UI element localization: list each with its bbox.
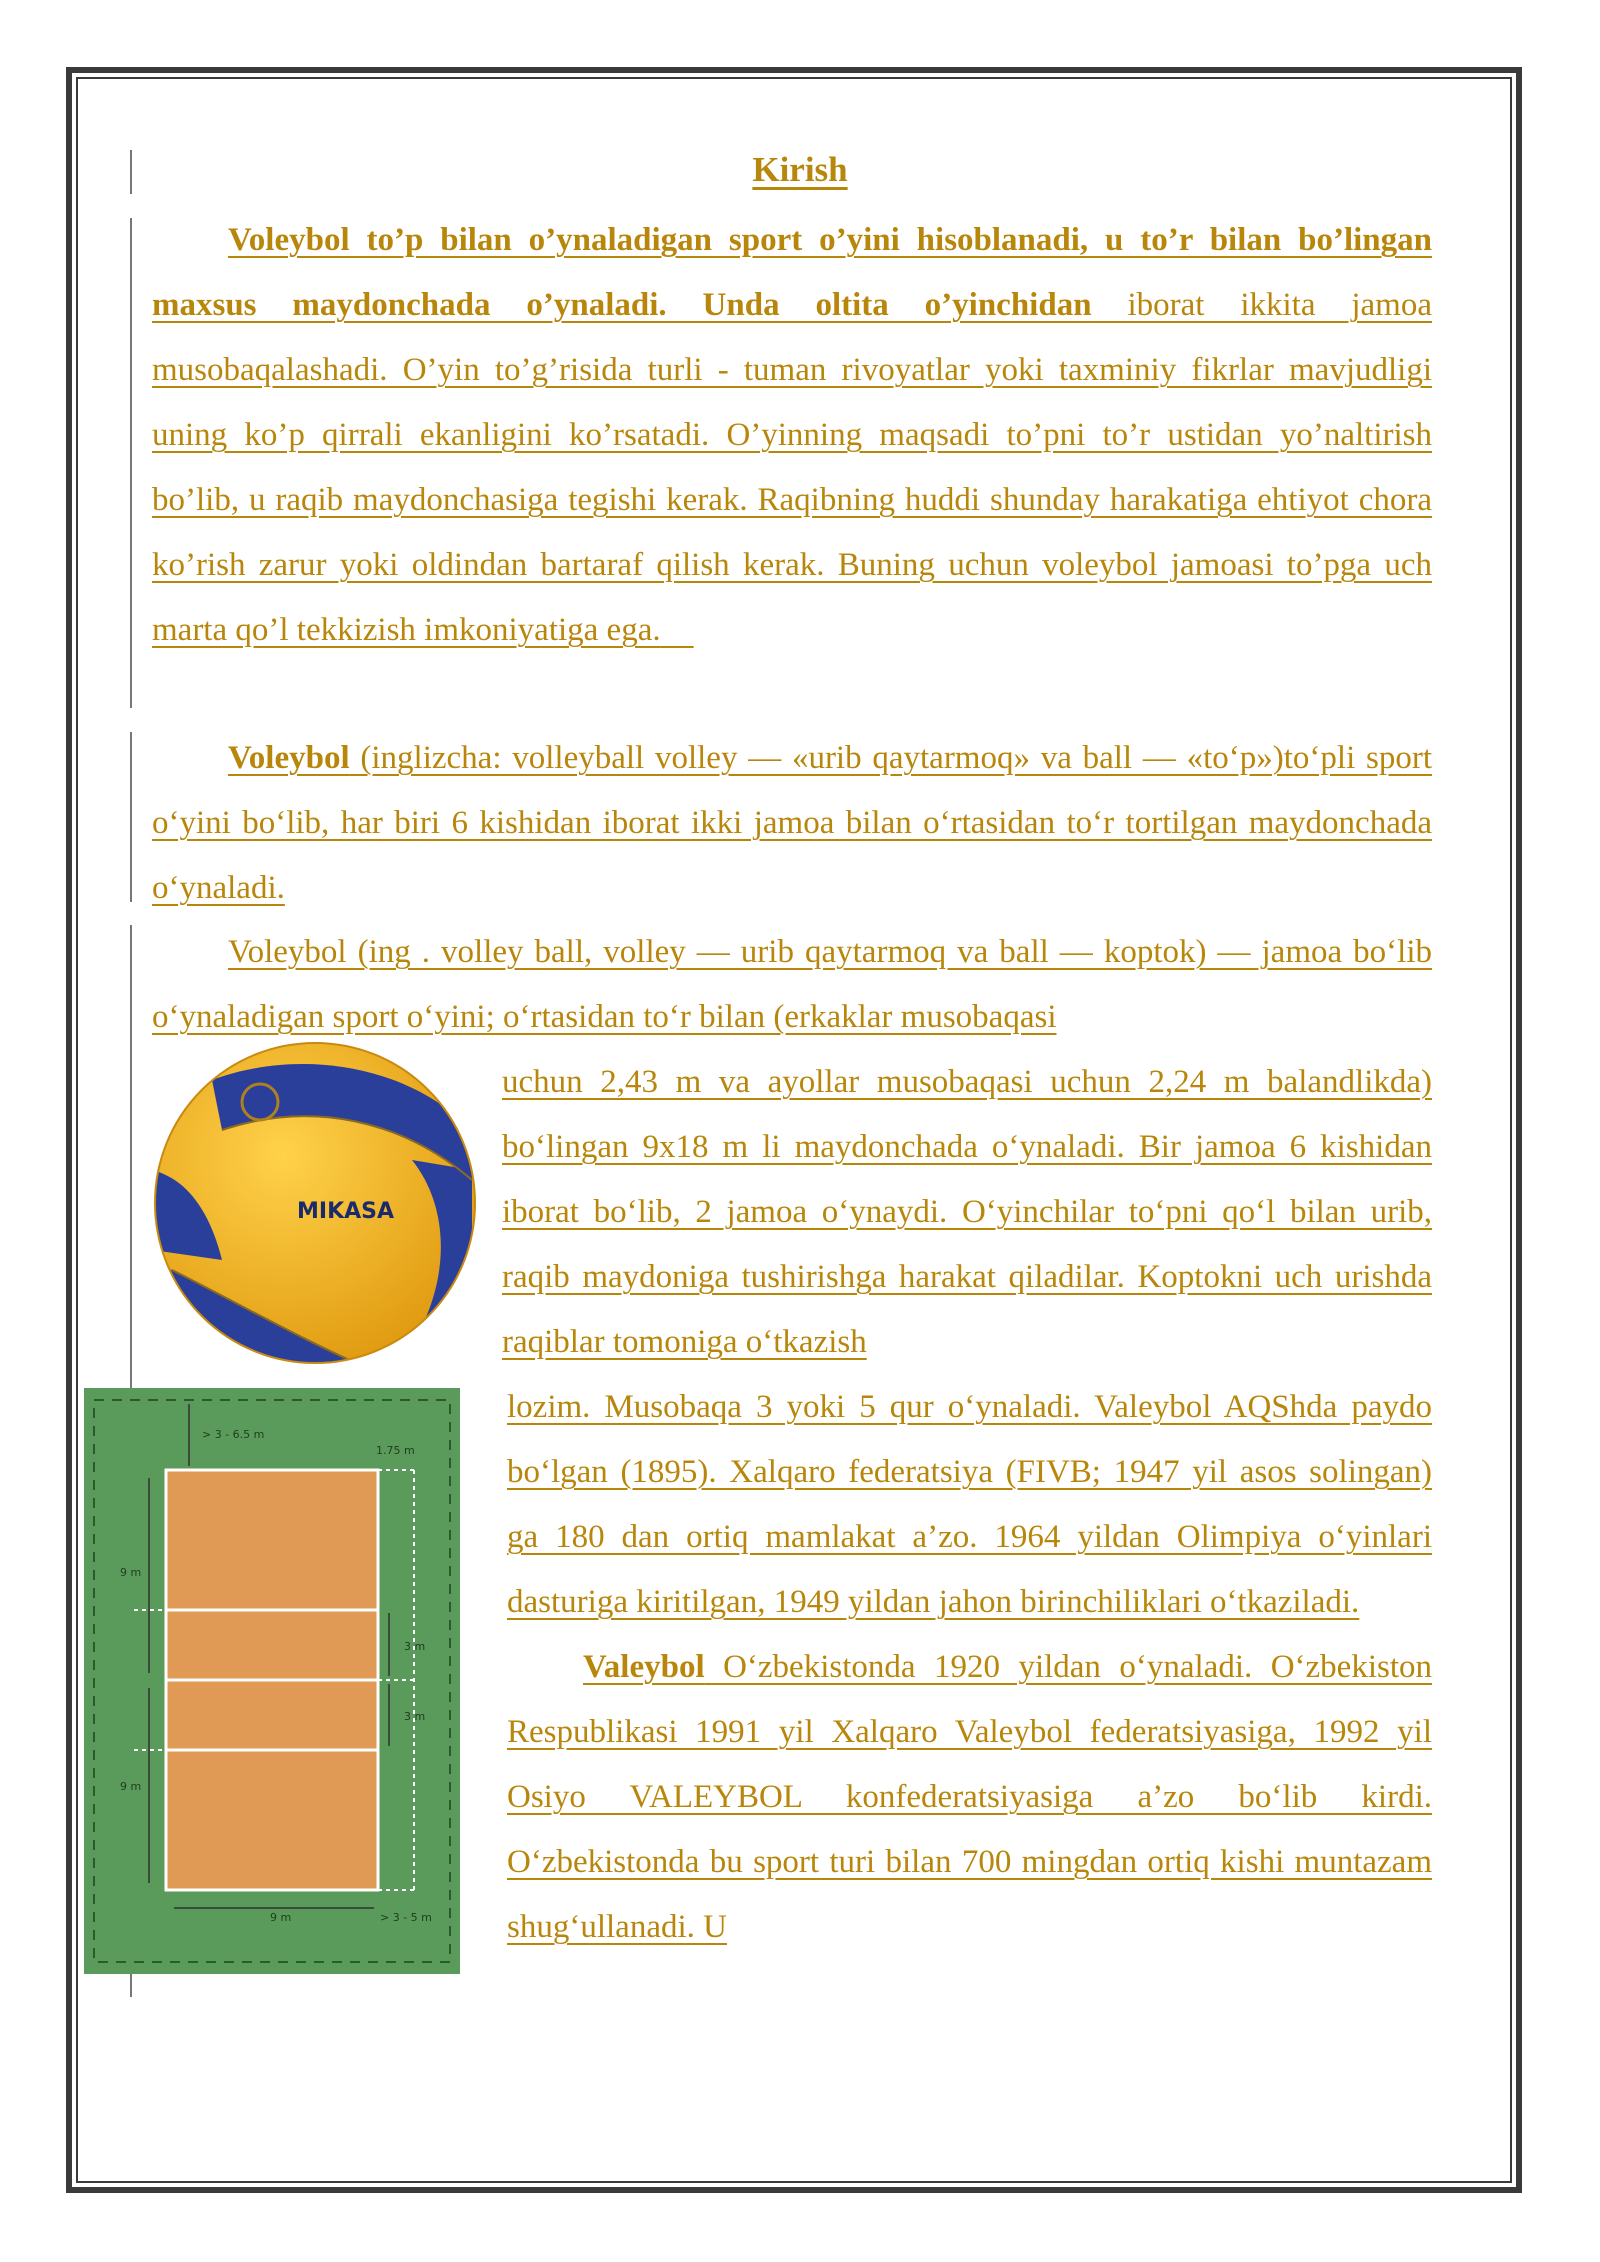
paragraph-3-col2: lozim. Musobaqa 3 yoki 5 qur oʻynaladi. Valeybol AQShda paydo boʻlgan (1895). Xalqaro federatsiya (FIVB; 1947 yil asos solingan) ga 180 dan ortiq mamlakat a’zo. 1964 yildan Olimpiya oʻyinlari dasturiga kiritilgan, 1949 yildan jahon birinchiliklari oʻtkaziladi. bbox=[507, 1389, 1432, 1620]
paragraph-3 bbox=[152, 920, 1432, 1050]
court-label-top-right: 1.75 m bbox=[376, 1444, 415, 1457]
court-label-right-a: 3 m bbox=[404, 1640, 426, 1653]
paragraph-4-text: Oʻzbekistonda 1920 yildan oʻynaladi. Oʻzbekiston Respublikasi 1991 yil Xalqaro Valeybol federatsiyasiga, 1992 yil Osiyo VALEYBOL konfederatsiyasiga a’zo boʻlib kirdi. Oʻzbekistonda bu sport turi bilan 700 mingdan ortiq kishi muntazam shugʻullanadi. U bbox=[507, 1649, 1432, 1945]
volleyball-court-diagram bbox=[84, 1388, 460, 1974]
paragraph-1-text: iborat ikkita jamoa musobaqalashadi. O’yin to’g’risida turli - tuman rivoyatlar yoki taxminiy fikrlar mavjudligi uning ko’p qirrali ekanligini ko’rsatadi. O’yinning maqsadi to’pni to’r ustidan yo’naltirish bo’lib, u raqib maydonchasiga tegishi kerak. Raqibning huddi shunday harakatiga ehtiyot chora ko’rish zarur yoki oldindan bartaraf qilish kerak. Buning uchun voleybol jamoasi to’pga uch marta qo’l tekkizish imkoniyatiga ega. bbox=[152, 287, 1432, 648]
ball-brand: MIKASA bbox=[297, 1199, 395, 1224]
page-title: Kirish bbox=[752, 150, 848, 189]
change-bar bbox=[130, 218, 132, 708]
court-label-top-free: > 3 - 6.5 m bbox=[202, 1428, 265, 1441]
paragraph-2 bbox=[152, 726, 1432, 921]
paragraph-2-bold: Voleybol bbox=[228, 740, 350, 776]
court-label-bottom-right: > 3 - 5 m bbox=[380, 1911, 432, 1924]
paragraph-1-trail bbox=[661, 612, 694, 648]
court-label-left-upper: 9 m bbox=[120, 1566, 142, 1579]
court-label-right-b: 3 m bbox=[404, 1710, 426, 1723]
paragraph-2-text: (inglizcha: volleyball volley — «urib qaytarmoq» va ball — «toʻp»)toʻpli sport oʻyini boʻlib, har biri 6 kishidan iborat ikki jamoa bilan oʻrtasidan toʻr tortilgan maydonchada oʻynaladi. bbox=[152, 740, 1432, 906]
court-label-bottom: 9 m bbox=[270, 1911, 292, 1924]
change-bar bbox=[130, 732, 132, 902]
paragraph-3-column-a: uchun 2,43 m va ayollar musobaqasi uchun 2,24 m balandlikda) boʻlingan 9x18 m li maydonchada oʻynaladi. Bir jamoa 6 kishidan iborat boʻlib, 2 jamoa oʻynaydi. Oʻyinchilar toʻpni qoʻl bilan urib, raqib maydoniga tushirishga harakat qiladilar. Koptokni uch urishda raqiblar tomoniga oʻtkazish bbox=[502, 1064, 1432, 1360]
paragraph-3-full: Voleybol (ing . volley ball, volley — urib qaytarmoq va ball — koptok) — jamoa boʻlib oʻynaladigan sport oʻyini; oʻrtasidan toʻr bilan (erkaklar musobaqasi bbox=[152, 934, 1432, 1035]
volleyball-image bbox=[152, 1040, 478, 1366]
paragraph-1 bbox=[152, 208, 1432, 663]
paragraph-4-bold: Valeybol bbox=[583, 1649, 705, 1685]
court-label-left-lower: 9 m bbox=[120, 1780, 142, 1793]
paragraph-1-bold: Voleybol to’p bilan o’ynaladigan sport o’yini hisoblanadi, u to’r bilan bo’lingan maxsus maydonchada o’ynaladi. Unda oltita o’yinchidan bbox=[152, 222, 1432, 323]
paragraph-3-column-b bbox=[507, 1375, 1432, 1960]
